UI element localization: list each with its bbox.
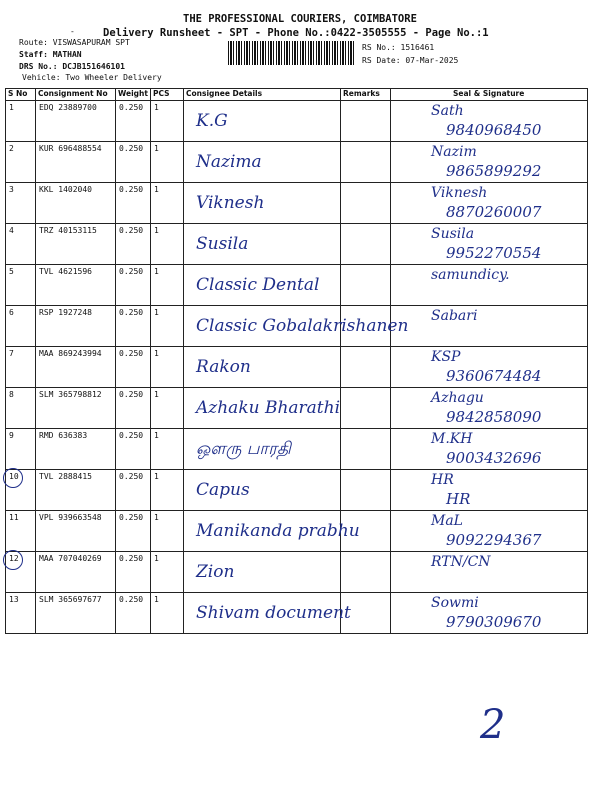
weight-value: 0.250 [119, 144, 144, 153]
consignment-number-cell [36, 183, 116, 224]
rs-date: RS Date: 07-Mar-2025 [362, 56, 459, 65]
consignment-number: RMD 636383 [39, 431, 88, 440]
consignment-number: MAA 707040269 [39, 554, 102, 563]
table-row [6, 265, 588, 306]
consignee-handwriting: Rakon [196, 357, 251, 377]
consignee-handwriting: Shivam document [196, 603, 351, 623]
consignee-cell [184, 101, 341, 142]
consignment-number: MAA 869243994 [39, 349, 102, 358]
header-dash: - [70, 27, 75, 36]
serial-number: 8 [9, 390, 14, 399]
consignee-cell [184, 593, 351, 634]
col-remarks: Remarks [341, 89, 391, 101]
weight-value: 0.250 [119, 308, 144, 317]
consignment-number-cell [36, 306, 116, 347]
consignee-handwriting: Classic Dental [196, 275, 320, 295]
consignee-cell [184, 224, 341, 265]
weight-value-cell [116, 552, 151, 593]
serial-number-cell [6, 142, 36, 183]
consignee-handwriting: Susila [196, 234, 249, 254]
weight-value-cell [116, 306, 151, 347]
seal-signature-cell [391, 142, 588, 183]
serial-number-cell [6, 593, 36, 634]
pcs-value: 1 [154, 554, 159, 563]
remarks-cell [341, 101, 391, 142]
serial-number-cell [6, 101, 36, 142]
signature-handwriting: Sath [431, 103, 464, 119]
drs-number: DRS No.: DCJB151646101 [19, 62, 125, 71]
table-row [6, 142, 588, 183]
pcs-value: 1 [154, 349, 159, 358]
pcs-value: 1 [154, 185, 159, 194]
remarks-cell [341, 511, 391, 552]
consignee-cell [184, 552, 341, 593]
remarks-cell [341, 429, 391, 470]
seal-signature-cell [391, 593, 588, 634]
consignment-number: TRZ 40153115 [39, 226, 97, 235]
consignment-number-cell [36, 388, 116, 429]
table-header-row [6, 89, 588, 101]
signature-phone: 9003432696 [446, 449, 542, 467]
col-consignment: Consignment No [36, 89, 116, 101]
remarks-cell [341, 183, 391, 224]
consignment-number-cell [36, 593, 116, 634]
consignee-handwriting: ஒளரு பாரதி [196, 439, 291, 459]
seal-signature-cell [391, 347, 588, 388]
pcs-value: 1 [154, 390, 159, 399]
seal-signature-cell [391, 101, 588, 142]
table-row [6, 306, 588, 347]
serial-number: 12 [9, 554, 19, 563]
table-row [6, 183, 588, 224]
signature-phone: 9865899292 [446, 162, 542, 180]
remarks-cell [341, 593, 391, 634]
col-sno: S No [6, 89, 36, 101]
col-pcs: PCS [151, 89, 184, 101]
pcs-value: 1 [154, 226, 159, 235]
consignee-handwriting: Viknesh [196, 193, 265, 213]
consignment-number: TVL 2888415 [39, 472, 92, 481]
seal-signature-cell [391, 183, 588, 224]
pcs-value-cell [151, 552, 184, 593]
serial-number-cell [6, 429, 36, 470]
signature-handwriting: samundicy. [431, 267, 510, 283]
table-row [6, 224, 588, 265]
remarks-cell [341, 306, 391, 347]
signature-phone: 9092294367 [446, 531, 542, 549]
signature-handwriting: M.KH [431, 431, 473, 447]
weight-value-cell [116, 511, 151, 552]
serial-number-cell [6, 306, 36, 347]
rs-number: RS No.: 1516461 [362, 43, 435, 52]
route-label: Route: VISWASAPURAM SPT [19, 38, 130, 47]
signature-handwriting: Azhagu [431, 390, 484, 406]
pcs-value-cell [151, 142, 184, 183]
signature-phone: HR [446, 490, 471, 508]
weight-value: 0.250 [119, 226, 144, 235]
weight-value: 0.250 [119, 554, 144, 563]
consignment-number-cell [36, 429, 116, 470]
signature-phone: 9360674484 [446, 367, 542, 385]
consignment-number-cell [36, 101, 116, 142]
pcs-value: 1 [154, 267, 159, 276]
signature-handwriting: Susila [431, 226, 475, 242]
seal-signature-cell [391, 388, 588, 429]
pcs-value-cell [151, 470, 184, 511]
table-row [6, 470, 588, 511]
weight-value-cell [116, 347, 151, 388]
remarks-cell [341, 388, 391, 429]
weight-value-cell [116, 101, 151, 142]
pcs-value-cell [151, 388, 184, 429]
consignment-number-cell [36, 142, 116, 183]
serial-number: 10 [9, 472, 19, 481]
signature-handwriting: Viknesh [431, 185, 488, 201]
footer-handwritten-mark: 2 [480, 702, 506, 748]
consignment-number-cell [36, 224, 116, 265]
serial-number: 6 [9, 308, 14, 317]
serial-number: 9 [9, 431, 14, 440]
consignee-handwriting: Capus [196, 480, 250, 500]
serial-number-cell [6, 265, 36, 306]
remarks-cell [341, 224, 391, 265]
pcs-value-cell [151, 306, 184, 347]
pcs-value-cell [151, 429, 184, 470]
signature-handwriting: Nazim [431, 144, 477, 160]
signature-handwriting: HR [431, 472, 454, 488]
table-row [6, 552, 588, 593]
consignment-number: KUR 696488554 [39, 144, 102, 153]
weight-value: 0.250 [119, 472, 144, 481]
pcs-value-cell [151, 593, 184, 634]
signature-handwriting: Sabari [431, 308, 478, 324]
weight-value: 0.250 [119, 513, 144, 522]
serial-number: 7 [9, 349, 14, 358]
table-row [6, 593, 588, 634]
table-row [6, 347, 588, 388]
consignment-number: SLM 365798812 [39, 390, 102, 399]
remarks-cell [341, 470, 391, 511]
serial-number-cell [6, 183, 36, 224]
weight-value: 0.250 [119, 349, 144, 358]
weight-value-cell [116, 265, 151, 306]
consignee-cell [184, 511, 360, 552]
serial-number: 3 [9, 185, 14, 194]
pcs-value: 1 [154, 513, 159, 522]
circle-mark-icon [3, 468, 23, 488]
consignee-cell [184, 347, 341, 388]
seal-signature-cell [391, 265, 588, 306]
seal-signature-cell [391, 552, 588, 593]
serial-number-cell [6, 224, 36, 265]
consignee-cell [184, 306, 409, 347]
company-title: THE PROFESSIONAL COURIERS, COIMBATORE [183, 13, 417, 25]
signature-phone: 9952270554 [446, 244, 542, 262]
consignment-number-cell [36, 511, 116, 552]
consignee-handwriting: Nazima [196, 152, 262, 172]
consignment-number-cell [36, 347, 116, 388]
consignment-number: VPL 939663548 [39, 513, 102, 522]
consignment-number: EDQ 23889700 [39, 103, 97, 112]
serial-number-cell [6, 511, 36, 552]
consignment-number: RSP 1927248 [39, 308, 92, 317]
weight-value-cell [116, 593, 151, 634]
staff-label: Staff: MATHAN [19, 50, 82, 59]
serial-number: 1 [9, 103, 14, 112]
seal-signature-cell [391, 429, 588, 470]
vehicle-label: Vehicle: Two Wheeler Delivery [22, 73, 162, 82]
remarks-cell [341, 552, 391, 593]
barcode-image [228, 41, 356, 65]
signature-phone: 8870260007 [446, 203, 542, 221]
table-row [6, 101, 588, 142]
consignee-handwriting: Zion [196, 562, 235, 582]
remarks-cell [341, 265, 391, 306]
weight-value-cell [116, 470, 151, 511]
serial-number-cell [6, 552, 36, 593]
remarks-cell [341, 142, 391, 183]
serial-number: 13 [9, 595, 19, 604]
consignee-cell [184, 470, 341, 511]
signature-handwriting: Sowmi [431, 595, 479, 611]
serial-number: 2 [9, 144, 14, 153]
weight-value-cell [116, 142, 151, 183]
pcs-value: 1 [154, 472, 159, 481]
weight-value-cell [116, 183, 151, 224]
signature-phone: 9842858090 [446, 408, 542, 426]
pcs-value-cell [151, 265, 184, 306]
consignee-handwriting: Azhaku Bharathi [196, 398, 341, 418]
remarks-cell [341, 347, 391, 388]
consignee-cell [184, 388, 341, 429]
signature-phone: 9790309670 [446, 613, 542, 631]
pcs-value-cell [151, 347, 184, 388]
serial-number: 5 [9, 267, 14, 276]
serial-number: 4 [9, 226, 14, 235]
weight-value-cell [116, 429, 151, 470]
weight-value: 0.250 [119, 185, 144, 194]
table-row [6, 511, 588, 552]
signature-handwriting: MaL [431, 513, 463, 529]
seal-signature-cell [391, 306, 588, 347]
consignment-number-cell [36, 552, 116, 593]
serial-number: 11 [9, 513, 19, 522]
consignee-handwriting: Manikanda prabhu [196, 521, 360, 541]
runsheet-table [5, 88, 588, 634]
signature-handwriting: KSP [431, 349, 461, 365]
weight-value: 0.250 [119, 595, 144, 604]
pcs-value: 1 [154, 431, 159, 440]
col-weight: Weight [116, 89, 151, 101]
seal-signature-cell [391, 511, 588, 552]
pcs-value: 1 [154, 103, 159, 112]
table-row [6, 388, 588, 429]
weight-value-cell [116, 388, 151, 429]
consignment-number: KKL 1402040 [39, 185, 92, 194]
circle-mark-icon [3, 550, 23, 570]
pcs-value: 1 [154, 595, 159, 604]
consignee-cell [184, 183, 341, 224]
weight-value: 0.250 [119, 267, 144, 276]
weight-value: 0.250 [119, 431, 144, 440]
signature-phone: 9840968450 [446, 121, 542, 139]
weight-value: 0.250 [119, 390, 144, 399]
weight-value: 0.250 [119, 103, 144, 112]
weight-value-cell [116, 224, 151, 265]
pcs-value-cell [151, 511, 184, 552]
col-seal: Seal & Signature [391, 89, 588, 101]
seal-signature-cell [391, 470, 588, 511]
serial-number-cell [6, 388, 36, 429]
consignment-number-cell [36, 470, 116, 511]
pcs-value-cell [151, 224, 184, 265]
table-row [6, 429, 588, 470]
pcs-value-cell [151, 101, 184, 142]
consignee-cell [184, 142, 341, 183]
pcs-value: 1 [154, 308, 159, 317]
consignment-number-cell [36, 265, 116, 306]
seal-signature-cell [391, 224, 588, 265]
runsheet-title: Delivery Runsheet - SPT - Phone No.:0422-3505555 - Page No.:1 [103, 27, 489, 39]
consignment-number: TVL 4621596 [39, 267, 92, 276]
consignment-number: SLM 365697677 [39, 595, 102, 604]
consignee-handwriting: K.G [196, 111, 228, 131]
signature-handwriting: RTN/CN [431, 554, 491, 570]
pcs-value-cell [151, 183, 184, 224]
serial-number-cell [6, 347, 36, 388]
serial-number-cell [6, 470, 36, 511]
col-consignee: Consignee Details [184, 89, 341, 101]
consignee-cell [184, 429, 341, 470]
pcs-value: 1 [154, 144, 159, 153]
consignee-cell [184, 265, 341, 306]
consignee-handwriting: Classic Gobalakrishanen [196, 316, 409, 336]
